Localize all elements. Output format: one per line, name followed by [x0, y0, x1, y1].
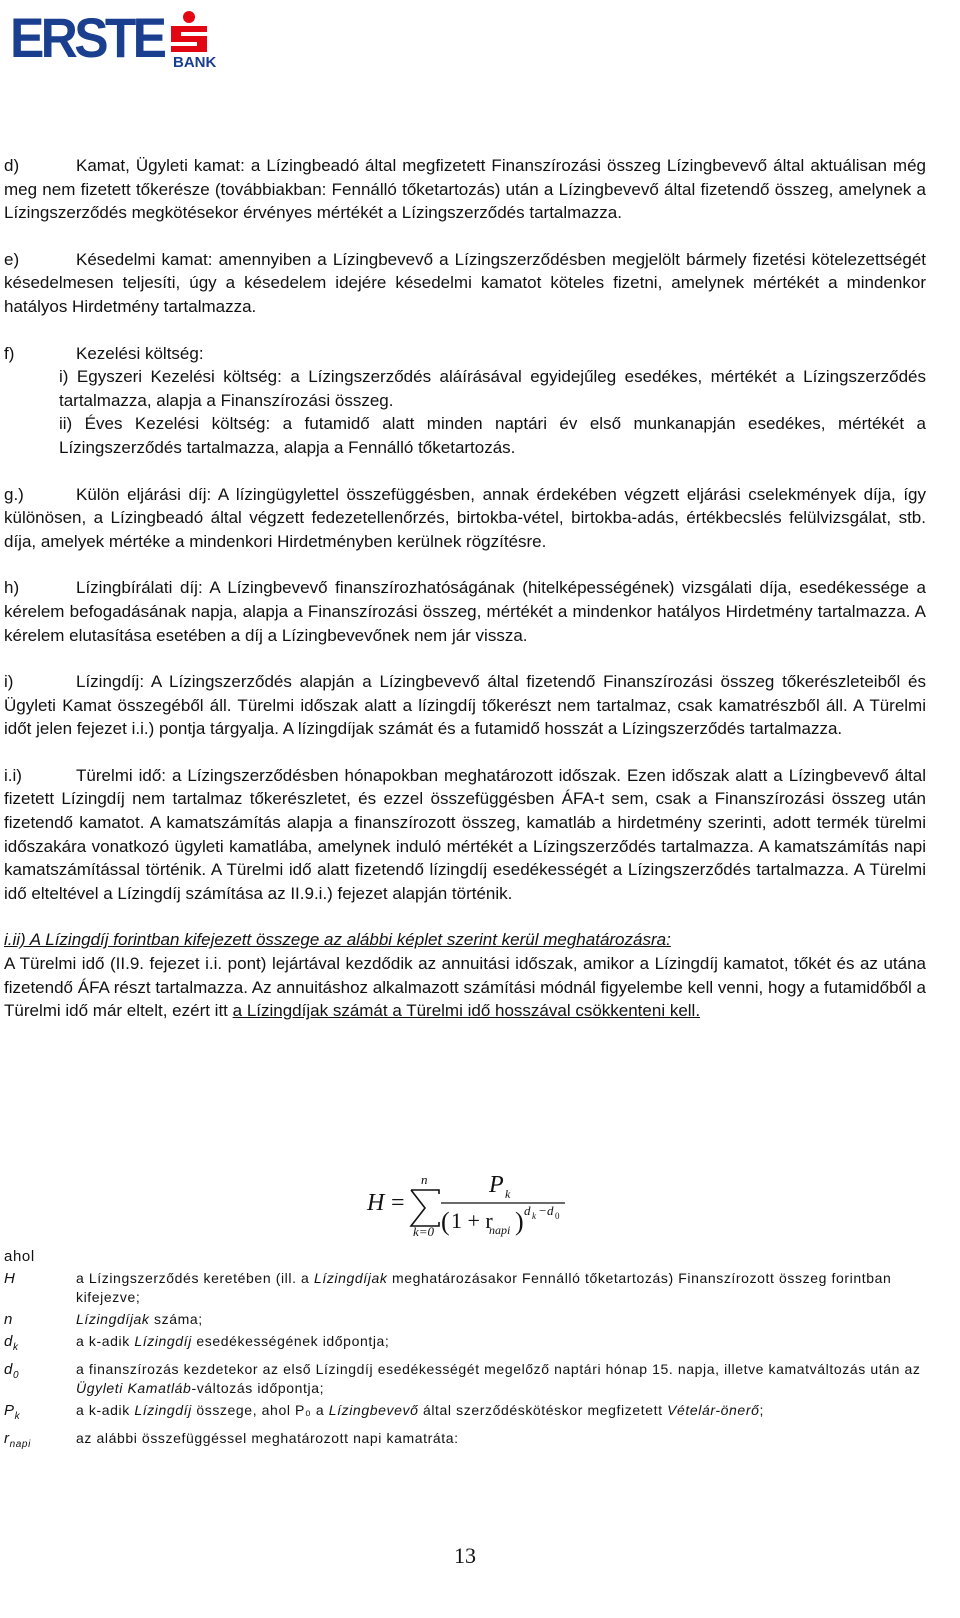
definition-text: száma; — [149, 1311, 203, 1327]
definition-description — [76, 1269, 929, 1307]
paragraph-label: d) — [4, 156, 20, 175]
definition-text: által szerződéskötéskor megfizetett — [418, 1402, 668, 1418]
paragraph-label: i.i) — [4, 765, 22, 785]
paragraph-ii — [4, 764, 926, 906]
underlined-text: a Lízingdíjak számát a Türelmi idő hosszával csökkenteni kell. — [232, 1001, 701, 1021]
formula-sum-top: n — [421, 1172, 428, 1187]
definition-row — [4, 1269, 929, 1307]
definition-text: a finanszírozás kezdetekor az első Lízingdíj esedékességét megelőző naptári hónap 15. napja, illetve kamatváltozás után az — [76, 1361, 921, 1377]
definition-text: -változás időpontja; — [191, 1380, 325, 1396]
definition-rows — [4, 1269, 929, 1454]
logo-bank-text: BANK — [173, 54, 217, 71]
definition-symbol-subscript: k — [12, 1342, 19, 1353]
paragraph-g — [4, 483, 926, 554]
formula-exponent-d0: d — [547, 1203, 554, 1218]
formula-denominator-sub: napi — [489, 1223, 511, 1237]
erste-s-icon — [167, 8, 211, 52]
formula-exponent-sub2: 0 — [555, 1211, 560, 1221]
definition-row — [4, 1360, 929, 1398]
definitions-list — [4, 1247, 929, 1457]
formula-exponent: d — [524, 1203, 531, 1218]
paragraph-label: g.) — [4, 484, 24, 504]
definition-symbol-subscript: k — [14, 1411, 21, 1422]
definition-symbol: $d_0$ — [4, 1361, 20, 1381]
formula-numerator: P — [489, 1172, 504, 1198]
formula-equals: = — [391, 1190, 405, 1216]
paragraph-text: Türelmi idő: a Lízingszerződésben hónapokban meghatározott időszak. Ezen időszak alatt a Lízingbevevő által fizetett Lízingdíj nem tartalmaz tőkerészletet, és ezzel összefüggésben ÁFA-t sem, csak a Finanszírozási összeg után fizetendő kamatot. A kamatszámítás alapja a finanszírozott összeg, kamatláb a hirdetmény szerinti, adott termék türelmi időszakára vonatkozó ügyleti kamatlába, amelynek induló mértékét a Lízingszerződés tartalmazza. A kamatszámítás napi kamatszámítással történik. A Türelmi idő alatt fizetendő lízingdíj esedékességét a Lízingszerződés tartalmazza. A Türelmi idő elteltével a Lízingdíj számítása az II.9.i.) fejezet alapján történik. — [4, 765, 926, 903]
definition-text: esedékességének időpontja; — [191, 1333, 390, 1349]
formula-lhs: H — [367, 1190, 385, 1216]
paragraph-text: Lízingdíj: A Lízingszerződés alapján a Lízingbevevő által fizetendő Finanszírozási összeg tőkerészleteiből és Ügyleti Kamat összegéből áll. Türelmi időszak alatt a lízingdíj tőkerészt nem tartalmaz, csak kamatrészből áll. A Türelmi időt jelen fejezet i.i.) pontja tárgyalja. A lízingdíjak számát és a futamidő hosszát a Lízingszerződés tartalmazza. — [4, 672, 926, 739]
paragraph-text: Lízingbírálati díj: A Lízingbevevő finanszírozhatóságának (hitelképességének) vizsgálati díja, esedékessége a kérelem befogadásának napja, alapja a Finanszírozási összeg, mértékét a mindenkor hatályos Hirdetmény tartalmazza. A kérelem elutasítása esetében a díj a Lízingbevevőnek nem jár vissza. — [4, 578, 926, 645]
definition-term-italic: Lízingdíj — [134, 1402, 192, 1418]
definition-row — [4, 1429, 929, 1454]
definition-symbol: $r_{napi}$ — [4, 1430, 31, 1450]
paragraph-e — [4, 248, 926, 319]
definition-text: ; — [759, 1402, 764, 1418]
paragraph-text: Külön eljárási díj: A lízingügylettel összefüggésben, annak érdekében végzett eljárási cselekmények díja, így különösen, a Lízingbeadó által végzett fedezetellenőrzés, birtokba-vétel, birtokba-adás, értékbecslés felülvizsgálat, stb. díja, amelyek mértéke a mindenkori Hirdetményben kerülnek rögzítésre. — [4, 484, 926, 551]
document-body — [4, 154, 926, 1046]
definition-text: meghatározásakor Fennálló tőketartozás) Finanszírozott összeg forintban kifejezve; — [76, 1270, 892, 1305]
definition-symbol: H — [4, 1270, 16, 1287]
paragraph-text: A Türelmi idő (II.9. fejezet i.i. pont) lejártával kezdődik az annuitási időszak, amikor a Lízingdíj kamatot, tőkét és az utána fizetendő ÁFA részt tartalmazza. Az annuitáshoz alkalmazott számítási módnál figyelembe kell venni, hogy a futamidőből a Türelmi idő már eltelt, ezért itt — [4, 954, 926, 1021]
definition-description — [76, 1401, 929, 1426]
definition-symbol-subscript: 0 — [12, 1370, 20, 1381]
paragraph-d — [4, 154, 926, 225]
sum-sign-icon — [411, 1190, 439, 1226]
definition-row — [4, 1310, 929, 1329]
paragraph-text: Késedelmi kamat: amennyiben a Lízingbevevő a Lízingszerződésben megjelölt bármely fizetési kötelezettségét késedelmesen teljesíti, úgy a késedelem idejére késedelmi kamatot köteles fizetni, amelynek mértékét a mindenkor hatályos Hirdetmény tartalmazza. — [4, 249, 926, 316]
page-number: 13 — [454, 1543, 476, 1568]
paragraph-label: f) — [4, 343, 15, 363]
paragraph-f-i: i) Egyszeri Kezelési költség: a Lízingszerződés aláírásával egyidejűleg esedékes, mértékét a Lízingszerződés tartalmazza, alapja a Finanszírozási összeg. — [59, 367, 926, 410]
definition-symbol: n — [4, 1311, 13, 1328]
definition-description — [76, 1310, 929, 1329]
paragraph-i — [4, 670, 926, 741]
definition-text: az alábbi összefüggéssel meghatározott napi kamatráta: — [76, 1430, 459, 1446]
logo-wordmark: ERSTE — [10, 6, 164, 69]
definition-text: a Lízingszerződés keretében (ill. a — [76, 1270, 314, 1286]
definition-description — [76, 1360, 929, 1398]
paragraph-label: h) — [4, 578, 20, 598]
definition-description — [76, 1429, 929, 1454]
definition-description — [76, 1332, 929, 1357]
erste-bank-logo — [10, 6, 217, 72]
definition-symbol: $d_k$ — [4, 1333, 19, 1353]
formula-exponent-sub1: k — [532, 1211, 536, 1221]
definition-row — [4, 1401, 929, 1426]
formula-paren-open: ( — [441, 1207, 450, 1236]
definitions-intro: ahol — [4, 1248, 35, 1265]
formula-numerator-sub: k — [505, 1187, 511, 1201]
definition-text: a k-adik — [76, 1402, 135, 1418]
section-heading-iii: i.ii) A Lízingdíj forintban kifejezett összege az alábbi képlet szerint kerül meghatározásra: — [4, 930, 671, 950]
definition-text: a k-adik — [76, 1333, 135, 1349]
paragraph-f — [4, 342, 926, 460]
definition-term-italic: Lízingdíj — [134, 1333, 192, 1349]
definition-row — [4, 1332, 929, 1357]
definition-symbol: $P_k$ — [4, 1402, 21, 1422]
definition-term-italic: Lízingbevevő — [328, 1402, 419, 1418]
formula-paren-close: ) — [515, 1207, 524, 1236]
definition-text: összege, ahol P₀ a — [191, 1402, 329, 1418]
paragraph-label: i) — [4, 672, 14, 692]
formula-denominator: 1 + r — [451, 1208, 493, 1233]
annuity-formula — [365, 1170, 605, 1242]
paragraph-title: Kezelési költség: — [76, 343, 204, 363]
definition-term-italic: Vételár-önerő — [667, 1402, 760, 1418]
definition-term-italic: Lízingdíjak — [313, 1270, 388, 1286]
definition-term-italic: Lízingdíjak — [76, 1311, 150, 1327]
formula-sum-bottom: k=0 — [413, 1224, 435, 1239]
paragraph-text: Kamat, Ügyleti kamat: a Lízingbeadó által megfizetett Finanszírozási összeg Lízingbevevő által aktuálisan még meg nem fizetett tőkerésze (továbbiakban: Fennálló tőketartozás) után a Lízingbevevő által fizetendő összeg, amelynek a Lízingszerződés megkötésekor érvényes mértékét a Lízingszerződés tartalmazza. — [4, 156, 926, 223]
definition-term-italic: Ügyleti Kamatláb — [76, 1380, 192, 1396]
definition-symbol-subscript: napi — [9, 1439, 31, 1450]
paragraph-iii — [4, 952, 926, 1023]
paragraph-f-ii: ii) Éves Kezelési költség: a futamidő alatt minden naptári év első munkanapján esedékes, mértékét a Lízingszerződés tartalmazza, alapja a Fennálló tőketartozás. — [59, 414, 926, 457]
formula-exponent-minus: − — [539, 1203, 547, 1218]
paragraph-h — [4, 576, 926, 647]
paragraph-label: e) — [4, 249, 20, 269]
